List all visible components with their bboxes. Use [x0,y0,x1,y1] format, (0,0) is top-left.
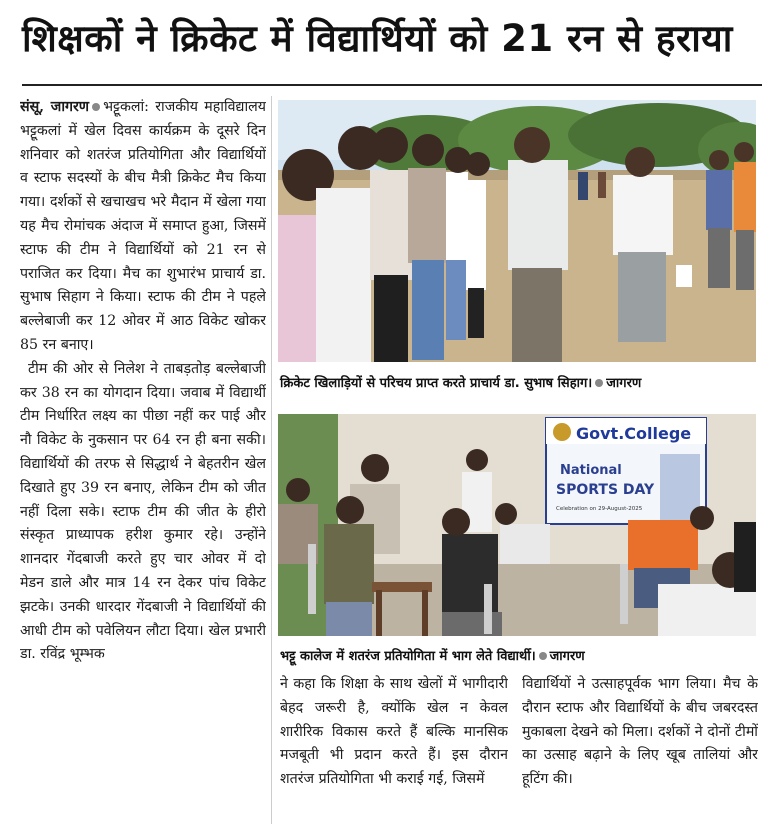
photo-cricket-svg [278,100,756,362]
photo2-caption-text: भट्टू कालेज में शतरंज प्रतियोगिता में भाग लेते विद्यार्थी। [280,649,536,664]
photo-chess-svg [278,414,756,636]
place: भट्टूकलां: [103,99,149,115]
photo-chess-competition [278,414,756,636]
headline-rule [22,84,762,86]
banner-line1: Govt.College [576,424,692,443]
banner-line3: SPORTS DAY [556,482,655,498]
article-column-2 [280,673,508,823]
headline: शिक्षकों ने क्रिकेट में विद्यार्थियों को 21 रन से हराया [22,17,733,60]
article-column-1 [20,96,266,824]
photo-cricket-players [278,100,756,362]
photo1-source: जागरण [606,376,642,391]
caption-dot-icon [539,652,547,660]
caption-dot-icon [595,379,603,387]
dateline-dot-icon [92,103,100,111]
photo2-caption [280,646,585,664]
photo2-source: जागरण [549,649,585,664]
para1-text: राजकीय महाविद्यालय भट्टूकलां में खेल दिवस कार्यक्रम के दूसरे दिन शनिवार को शतरंज प्रतियोगिता और विद्यार्थियों व स्टाफ सदस्यों के बीच मैत्री क्रिकेट मैच किया गया। दर्शकों से खचाखच भरे मैदान में खेला गया यह मैच रोमांचक अंदाज में समाप्त हुआ, जिसमें स्टाफ की टीम ने विद्यार्थियों को 21 रन से पराजित कर दिया। मैच का शुभारंभ प्राचार्य डा. सुभाष सिहाग ने किया। स्टाफ की टीम ने पहले बल्लेबाजी कर 12 ओवर में आठ विकेट खोकर 85 रन बनाए। [20,99,266,353]
photo1-caption [280,373,641,391]
banner-line2: National [560,463,622,478]
dateline: संसू, जागरण [20,99,90,115]
article-paragraph-2: टीम की ओर से निलेश ने ताबड़तोड़ बल्लेबाजी कर 38 रन का योगदान दिया। जवाब में विद्यार्थी टीम निर्धारित लक्ष्य का पीछा नहीं कर पाई और नौ विकेट के नुकसान पर 64 रन ही बना सकी। विद्यार्थियों की तरफ से सिद्धार्थ ने बेहतरीन खेल दिखाते हुए 39 रन बनाए, लेकिन टीम को जीत नहीं दिला सके। स्टाफ टीम की जीत के हीरो संस्कृत प्राध्यापक हरीश कुमार रहे। उन्होंने शानदार गेंदबाजी करते हुए चार ओवर में दो मेडन डाले और मात्र 14 रन देकर पांच विकेट झटके। उनकी धारदार गेंदबाजी ने विद्यार्थियों की आधी टीम को पवेलियन लौटा दिया। खेल प्रभारी डा. रविंद्र भूम्भक [20,360,266,663]
article-paragraph-1 [20,96,266,358]
column-divider [271,96,272,824]
banner-line4: Celebration on 29-August-2025 [556,506,643,512]
column2-text: ने कहा कि शिक्षा के साथ खेलों में भागीदारी बेहद जरूरी है, क्योंकि खेल न केवल शारीरिक विकास करते हैं बल्कि मानसिक मजबूती भी प्रदान करते हैं। इस दौरान शतरंज प्रतियोगिता भी कराई गई, जिसमें [280,676,508,788]
article-column-3 [522,673,758,823]
photo1-caption-text: क्रिकेट खिलाड़ियों से परिचय प्राप्त करते प्राचार्य डा. सुभाष सिहाग। [280,376,593,391]
column3-text: विद्यार्थियों ने उत्साहपूर्वक भाग लिया। मैच के दौरान स्टाफ और विद्यार्थियों के बीच जबरदस्त मुकाबला देखने को मिला। दर्शकों ने दोनों टीमों का उत्साह बढ़ाने के लिए खूब तालियां और हूटिंग की। [522,676,758,788]
